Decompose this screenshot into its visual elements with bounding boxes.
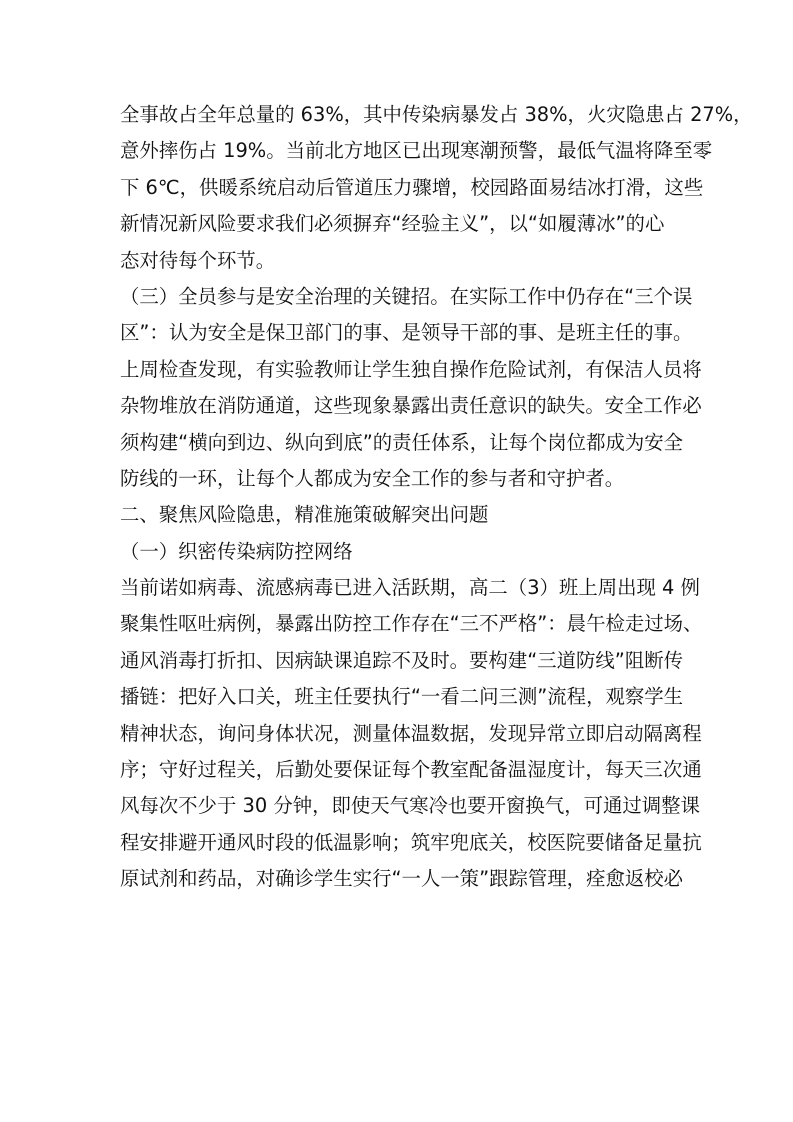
text-line-14: 当前诺如病毒、流感病毒已进入活跃期，高二（3）班上周出现 4 例 <box>120 576 700 600</box>
text-line-4: 新情况新风险要求我们必须摒弃“经验主义”，以“如履薄冰”的心 <box>120 212 665 236</box>
document-body <box>120 97 753 898</box>
text-line-1: 全事故占全年总量的 63%，其中传染病暴发占 38%，火灾隐患占 27%， <box>120 103 753 126</box>
text-line-9: 杂物堆放在消防通道，这些现象暴露出责任意识的缺失。安全工作必 <box>120 394 702 418</box>
text-line-2: 意外摔伤占 19%。当前北方地区已出现寒潮预警，最低气温将降至零 <box>120 139 713 163</box>
text-line-22: 原试剂和药品，对确诊学生实行“一人一策”跟踪管理，痊愈返校必 <box>120 867 684 891</box>
text-line-20: 风每次不少于 30 分钟，即使天气寒冷也要开窗换气，可通过调整课 <box>120 794 700 818</box>
text-line-6: （三）全员参与是安全治理的关键招。在实际工作中仍存在“三个误 <box>120 284 693 308</box>
text-line-15: 聚集性呕吐病例，暴露出防控工作存在“三不严格”：晨午检走过场、 <box>120 612 703 636</box>
text-line-19: 序；守好过程关，后勤处要保证每个教室配备温湿度计，每天三次通 <box>120 758 702 782</box>
text-line-11: 防线的一环，让每个人都成为安全工作的参与者和守护者。 <box>120 466 625 490</box>
text-line-10: 须构建“横向到边、纵向到底”的责任体系，让每个岗位都成为安全 <box>120 430 684 454</box>
text-line-21: 程安排避开通风时段的低温影响；筑牢兜底关，校医院要储备足量抗 <box>120 830 702 854</box>
section-heading: 二、聚焦风险隐患，精准施策破解突出问题 <box>120 503 489 527</box>
text-line-3: 下 6℃，供暖系统启动后管道压力骤增，校园路面易结冰打滑，这些 <box>120 175 704 199</box>
subsection-heading: （一）织密传染病防控网络 <box>120 539 353 563</box>
text-line-18: 精神状态，询问身体状况，测量体温数据，发现异常立即启动隔离程 <box>120 721 702 745</box>
text-line-16: 通风消毒打折扣、因病缺课追踪不及时。要构建“三道防线”阻断传 <box>120 648 684 672</box>
text-line-5: 态对待每个环节。 <box>120 248 276 272</box>
text-line-17: 播链：把好入口关，班主任要执行“一看二问三测”流程，观察学生 <box>120 685 684 709</box>
text-line-8: 上周检查发现，有实验教师让学生独自操作危险试剂，有保洁人员将 <box>120 357 702 381</box>
text-line-7: 区”：认为安全是保卫部门的事、是领导干部的事、是班主任的事。 <box>120 321 693 345</box>
